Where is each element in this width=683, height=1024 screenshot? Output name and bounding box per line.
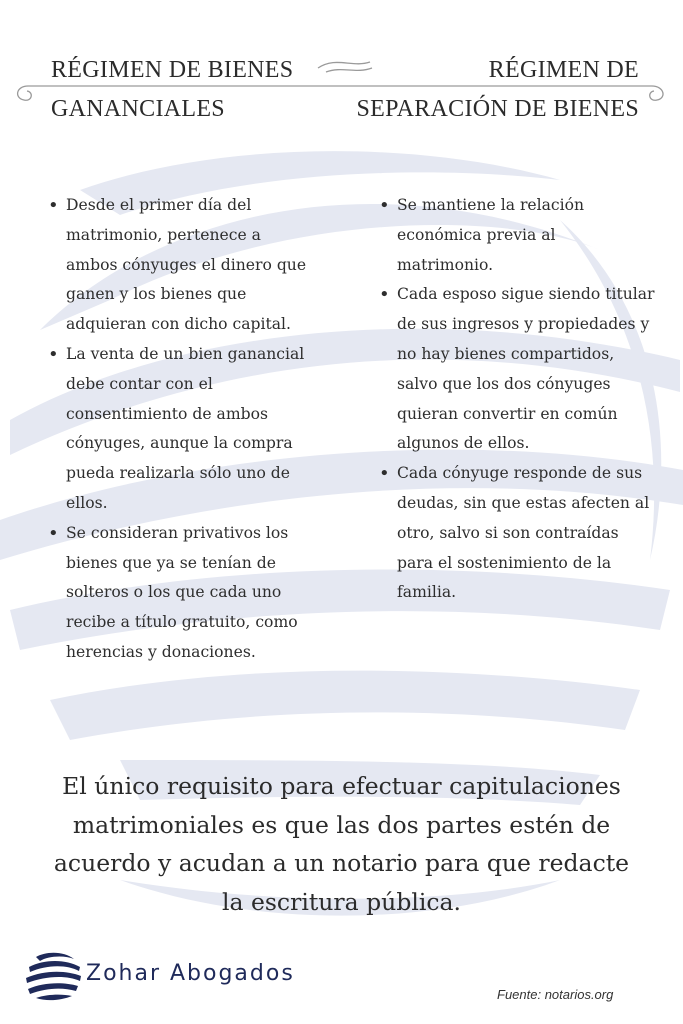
globe-stripes-icon: [24, 948, 82, 1004]
gananciales-list: [48, 191, 310, 668]
right-column-title-line1: RÉGIMEN DE: [488, 57, 639, 83]
list-item: • Se mantiene la relación económica previa al matrimonio.: [379, 191, 655, 280]
left-column-title-line2: GANANCIALES: [51, 96, 225, 122]
list-item: • Se consideran privativos los bienes que ya se tenían de solteros o los que cada uno recibe a título gratuito, como herencias y donaciones.: [48, 519, 310, 668]
separacion-list: [379, 191, 655, 608]
list-item: • Desde el primer día del matrimonio, pertenece a ambos cónyuges el dinero que ganen y los bienes que adquieran con dicho capital.: [48, 191, 310, 340]
list-item: • Cada esposo sigue siendo titular de sus ingresos y propiedades y no hay bienes compartidos, salvo que los dos cónyuges quieran convertir en común algunos de ellos.: [379, 280, 655, 459]
conclusion-text: El único requisito para efectuar capitulaciones matrimoniales es que las dos partes estén de acuerdo y acudan a un notario para que redacte la escritura pública.: [53, 772, 630, 916]
list-item: • La venta de un bien ganancial debe contar con el consentimiento de ambos cónyuges, aunque la compra pueda realizarla sólo uno de ellos.: [48, 340, 310, 519]
right-column-title-line2: SEPARACIÓN DE BIENES: [356, 96, 639, 122]
list-item: • Cada cónyuge responde de sus deudas, sin que estas afecten al otro, salvo si son contraídas para el sostenimiento de la familia.: [379, 459, 655, 608]
source-note: Fuente: notarios.org: [497, 987, 614, 1002]
left-column-title-line1: RÉGIMEN DE BIENES: [51, 57, 294, 83]
brand-logo: [24, 948, 344, 1004]
brand-name: Zohar Abogados: [86, 961, 295, 986]
